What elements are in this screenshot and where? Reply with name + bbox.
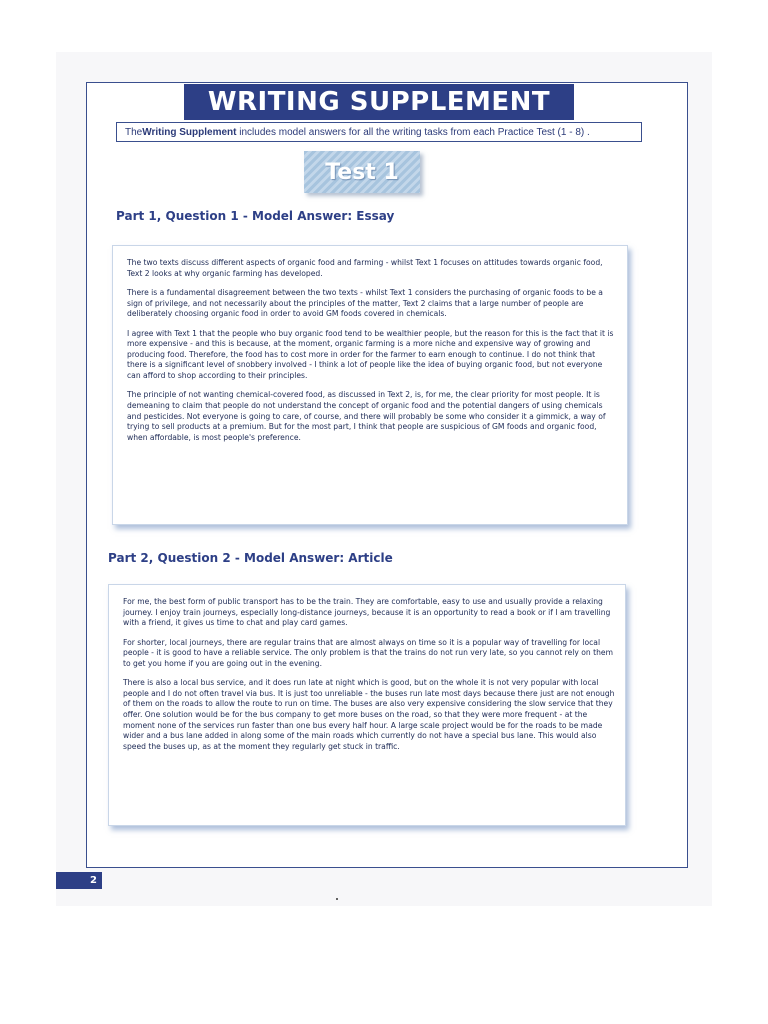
- page-number: 2: [56, 872, 102, 889]
- intro-text-pre: The: [125, 126, 143, 138]
- test-badge: Test 1: [304, 151, 420, 193]
- part2-answer-box: [108, 584, 626, 826]
- part2-heading: Part 2, Question 2 - Model Answer: Article: [108, 551, 393, 565]
- part1-heading: Part 1, Question 1 - Model Answer: Essay: [116, 209, 395, 223]
- intro-note: [116, 122, 642, 142]
- part1-answer-box: [112, 245, 628, 525]
- speck: [336, 898, 338, 900]
- part1-paragraph: I agree with Text 1 that the people who buy organic food tend to be wealthier people, but the reason for this is the fact that it is more expensive - and this is because, at the moment, organic farming is a more niche and expensive way of growing and producing food. Therefore, the food has to cost more in order for the farmer to earn enough to continue. I do not think that there is a significant level of snobbery involved - I think a lot of people like the idea of buying organic food, but not everyone can afford to shop according to their principles.: [127, 328, 614, 380]
- part1-paragraph: The principle of not wanting chemical-covered food, as discussed in Text 2, is, for me, the clear priority for most people. It is demeaning to claim that people do not understand the concept of organic food and the potential dangers of using chemicals and pesticides. Not everyone is going to care, of course, and there will probably be some who consider it a gimmick, a way of trying to sell products at a premium. But for the most part, I think that people are suspicious of GM foods and organic food, when affordable, is most people's preference.: [127, 390, 606, 442]
- part1-paragraph: There is a fundamental disagreement between the two texts - whilst Text 1 considers the purchasing of organic foods to be a sign of privilege, and not necessarily about the principles of the matter, Text 2 claims that a large number of people are deliberately choosing organic food in order to avoid GM foods covered in chemicals.: [127, 287, 603, 319]
- part1-paragraph: The two texts discuss different aspects of organic food and farming - whilst Text 1 focuses on attitudes towards organic food, Text 2 looks at why organic farming has developed.: [127, 258, 603, 278]
- part2-paragraph: For me, the best form of public transport has to be the train. They are comfortable, easy to use and usually provide a relaxing journey. I enjoy train journeys, especially long-distance journeys, because it is an opportunity to read a book or if I am travelling with a friend, it gives us time to chat and play card games.: [123, 597, 611, 628]
- page-title: WRITING SUPPLEMENT: [184, 84, 574, 120]
- part2-paragraph: For shorter, local journeys, there are regular trains that are almost always on time so it is a popular way of travelling for local people - it is good to have a reliable service. The only problem is that the trains do not run very late, so you cannot rely on them to get you home if you are going out in the evening.: [123, 637, 613, 668]
- part2-paragraph: There is also a local bus service, and it does run late at night which is good, but on the whole it is not very popular with local people and I do not often travel via bus. It is just too unreliable - the buses run late most days because there just are not enough of them on the roads to allow the route to run on time. The buses are also very expensive considering the slow service that they offer. One solution would be for the bus company to get more buses on the road, so that they were more frequent - at the moment none of the services run faster than one bus every half hour. A large scale project would be for the roads to be made wider and a bus lane added in along some of the main roads which currently do not have a special bus lane. This would also speed the buses up, as at the moment they regularly get stuck in traffic.: [123, 678, 615, 751]
- intro-text-post: includes model answers for all the writing tasks from each Practice Test (1 - 8) .: [236, 126, 590, 138]
- intro-text-bold: Writing Supplement: [142, 126, 237, 138]
